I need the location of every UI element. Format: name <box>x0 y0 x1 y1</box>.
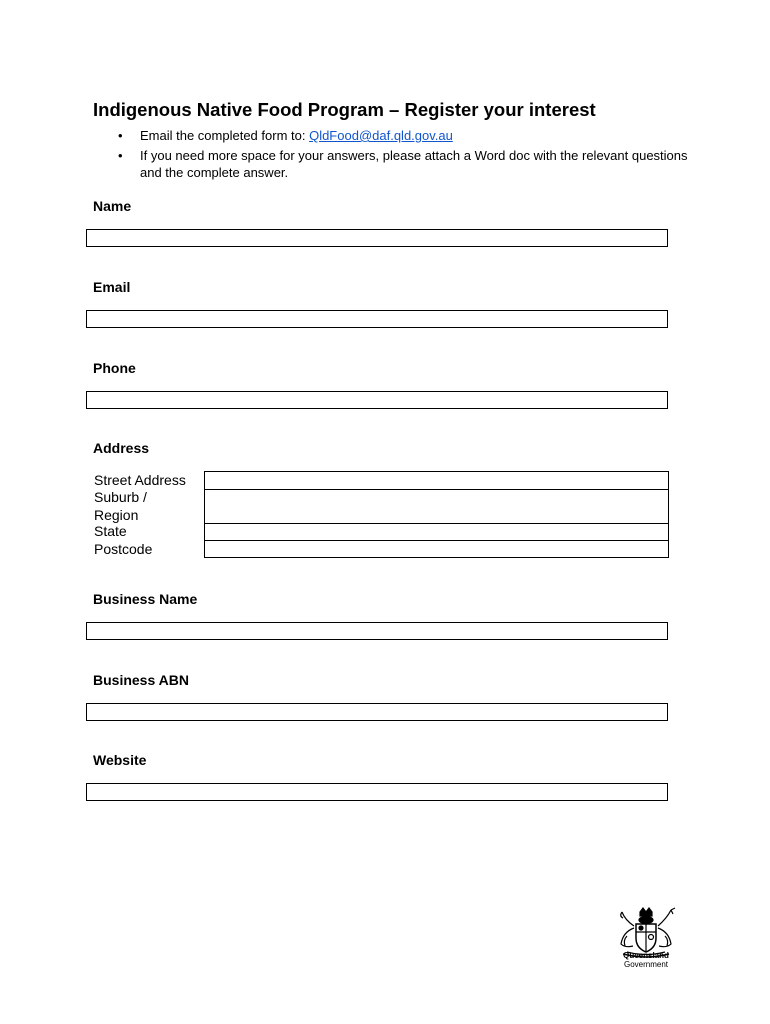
email-field[interactable] <box>86 310 668 328</box>
bullet-icon: • <box>118 148 123 163</box>
bullet-icon: • <box>118 128 123 143</box>
logo-text-government: Government <box>623 960 669 969</box>
business-name-label: Business Name <box>93 591 198 607</box>
instruction-item-email <box>93 127 693 144</box>
instruction-text: If you need more space for your answers, please attach a Word doc with the relevant questions and the complete answer. <box>140 148 688 180</box>
instruction-item-attach <box>93 147 693 181</box>
logo-text-queensland: Queensland <box>623 951 669 960</box>
phone-label: Phone <box>93 360 136 376</box>
state-label: State <box>94 523 127 539</box>
phone-field[interactable] <box>86 391 668 409</box>
suburb-region-field[interactable] <box>204 489 669 524</box>
page-title: Indigenous Native Food Program – Register your interest <box>93 99 596 120</box>
business-abn-field[interactable] <box>86 703 668 721</box>
state-field[interactable] <box>204 523 669 541</box>
street-address-label: Street Address <box>94 472 186 488</box>
instructions-list <box>93 127 693 184</box>
name-label: Name <box>93 198 132 214</box>
logo-wordmark <box>613 951 679 969</box>
street-address-field[interactable] <box>204 471 669 490</box>
instruction-text: Email the completed form to: <box>140 128 310 143</box>
postcode-label: Postcode <box>94 541 153 557</box>
name-field[interactable] <box>86 229 668 247</box>
business-abn-label: Business ABN <box>93 672 189 688</box>
business-name-field[interactable] <box>86 622 668 640</box>
website-field[interactable] <box>86 783 668 801</box>
address-label: Address <box>93 440 150 456</box>
email-label: Email <box>93 279 131 295</box>
suburb-label-line2: Region <box>94 507 139 523</box>
suburb-label-line1: Suburb / <box>94 489 147 505</box>
email-link[interactable]: QldFood@daf.qld.gov.au <box>309 128 453 143</box>
postcode-field[interactable] <box>204 540 669 558</box>
website-label: Website <box>93 752 147 768</box>
